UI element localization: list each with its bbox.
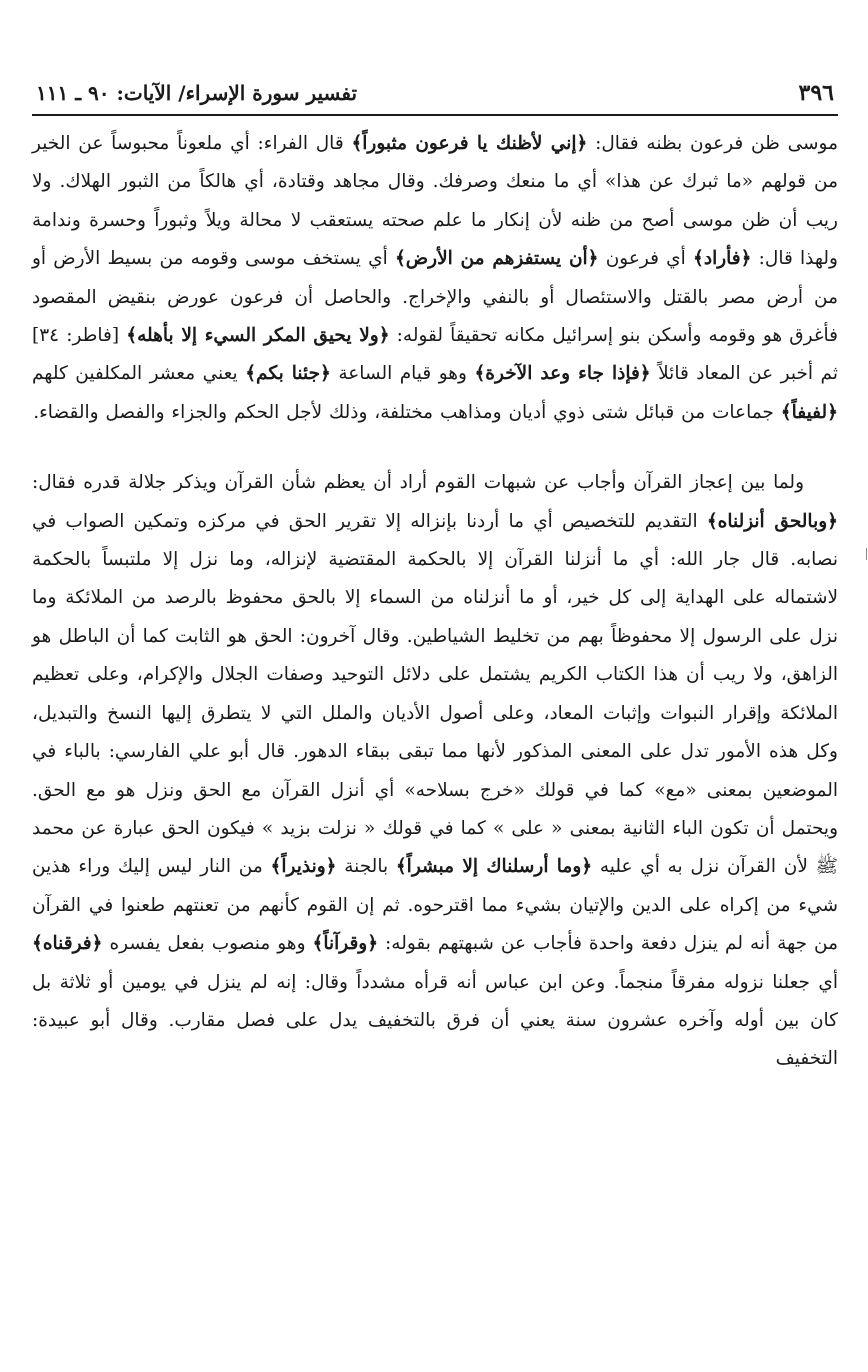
running-header	[32, 78, 838, 116]
text-run: جماعات من قبائل شتى ذوي أديان ومذاهب مختلفة، وذلك لأجل الحكم والجزاء والفصل والقضاء.	[33, 401, 781, 423]
text-run: موسى ظن فرعون بظنه فقال:	[587, 133, 839, 154]
text-run: وهو منصوب بفعل يفسره	[102, 933, 313, 955]
text-run: أي جعلنا نزوله مفرقاً منجماً. وعن ابن عباس أنه قرأه مشدداً وقال: إنه لم ينزل في يومين أو ثلاثة بل كان بين أوله وآخره عشرون سنة يعني أن فرق بالتخفيف يدل على فصل مقارب. وقال أبو عبيدة: التخفيف	[32, 971, 838, 1070]
quran-verse: ﴿لفيفاً﴾	[780, 401, 838, 423]
page-number: ٣٩٦	[798, 80, 834, 106]
quran-verse: ﴿إني لأظنك يا فرعون مثبوراً﴾	[351, 133, 588, 154]
quran-verse: ﴿أن يستفزهم من الأرض﴾	[394, 248, 599, 270]
text-run: ولما بين إعجاز القرآن وأجاب عن شبهات القوم أراد أن يعظم شأن القرآن ويذكر جلالة قدره فقال:	[32, 472, 804, 494]
text-run: [فاطر: ٣٤] ثم أخبر عن المعاد قائلاً	[32, 325, 838, 385]
quran-verse: ﴿وقرآناً﴾	[312, 933, 379, 955]
quran-verse: ﴿وما أرسلناك إلا مبشراً﴾	[395, 856, 593, 878]
text-run: قال الفراء: أي ملعوناً محبوساً عن الخير من قولهم «ما ثبرك عن هذا» أي ما منعك وصرفك. وقال مجاهد وقتادة، أي هالكاً من الثبور الهلاك. ولا ريب أن ظن موسى أصح من ظنه لأن إنكار ما علم صحته يستعقب لا محالة ويلاً وثبوراً وحسرة وندامة ولهذا قال:	[32, 133, 838, 270]
quran-verse: ﴿فرقناه﴾	[32, 933, 103, 955]
text-run: أي فرعون	[598, 248, 693, 270]
text-run: بالجنة	[336, 856, 396, 878]
quran-verse: ﴿ولا يحيق المكر السيء إلا بأهله﴾	[126, 325, 390, 347]
text-run: أي يستخف موسى وقومه من بسيط الأرض أو من أرض مصر بالقتل والاستئصال أو بالنفي والإخراج. والحاصل أن فرعون عورض بنقيض المقصود فأغرق هو وقومه وأسكن بنو إسرائيل مكانه تحقيقاً لقوله:	[32, 248, 838, 347]
quran-verse: ﴿فأراد﴾	[692, 248, 752, 270]
text-run: وهو قيام الساعة	[330, 363, 475, 385]
running-title: تفسير سورة الإسراء/ الآيات: ٩٠ ـ ١١١	[36, 81, 358, 105]
quran-verse: ﴿ونذيراً﴾	[270, 856, 337, 878]
text-run: التقديم للتخصيص أي ما أردنا بإنزاله إلا تقرير الحق في مركزه وتمكين الصواب في نصابه. قال جار الله: أي ما أنزلنا القرآن إلا بالحكمة المقتضية لإنزاله، وما نزل إلا ملتبساً بالحكمة لاشتماله على الهداية إلى كل خير، أو ما أنزلناه من السماء إلا بالحق محفوظ بالرصد من الملائكة وما نزل على الرسول إلا محفوظاً بهم من تخليط الشياطين. وقال آخرون: الحق هو الثابت كما أن الباطل هو الزاهق، ولا ريب أن هذا الكتاب الكريم يشتمل على دلائل التوحيد وصفات الجلال والإكرام، وعلى تعظيم الملائكة وإقرار النبوات وإثبات المعاد، وعلى أصول الأديان والملل التي لا يتطرق إليها النسخ والتبديل، وكل هذه الأمور تدل على المعنى المذكور لأنها مما تبقى ببقاء الدهور. قال أبو علي الفارسي: بالباء في الموضعين بمعنى «مع» كما في قولك «خرج بسلاحه» أي أنزل القرآن مع الحق ونزل هو مع الحق. ويحتمل أن تكون الباء الثانية بمعنى « على » كما في قولك « نزلت بزيد » فيكون الحق عبارة عن محمد ﷺ لأن القرآن نزل به أي عليه	[32, 510, 838, 878]
text-run: يعني معشر المكلفين كلهم	[32, 363, 246, 385]
scan-edge-mark	[866, 548, 867, 560]
text-run: من النار ليس إليك وراء هذين شيء من إكراه على الدين والإتيان بشيء مما اقترحوه. ثم إن القوم كأنهم من تعنتهم طعنوا في القرآن من جهة أنه لم ينزل دفعة واحدة فأجاب عن شبهتهم بقوله:	[32, 856, 838, 955]
quran-verse: ﴿جئنا بكم﴾	[245, 363, 331, 385]
quran-verse: ﴿وبالحق أنزلناه﴾	[706, 510, 838, 532]
page	[32, 78, 838, 1079]
paragraph-2	[32, 464, 838, 1079]
paragraph-1	[32, 125, 838, 432]
quran-verse: ﴿فإذا جاء وعد الآخرة﴾	[474, 363, 651, 385]
